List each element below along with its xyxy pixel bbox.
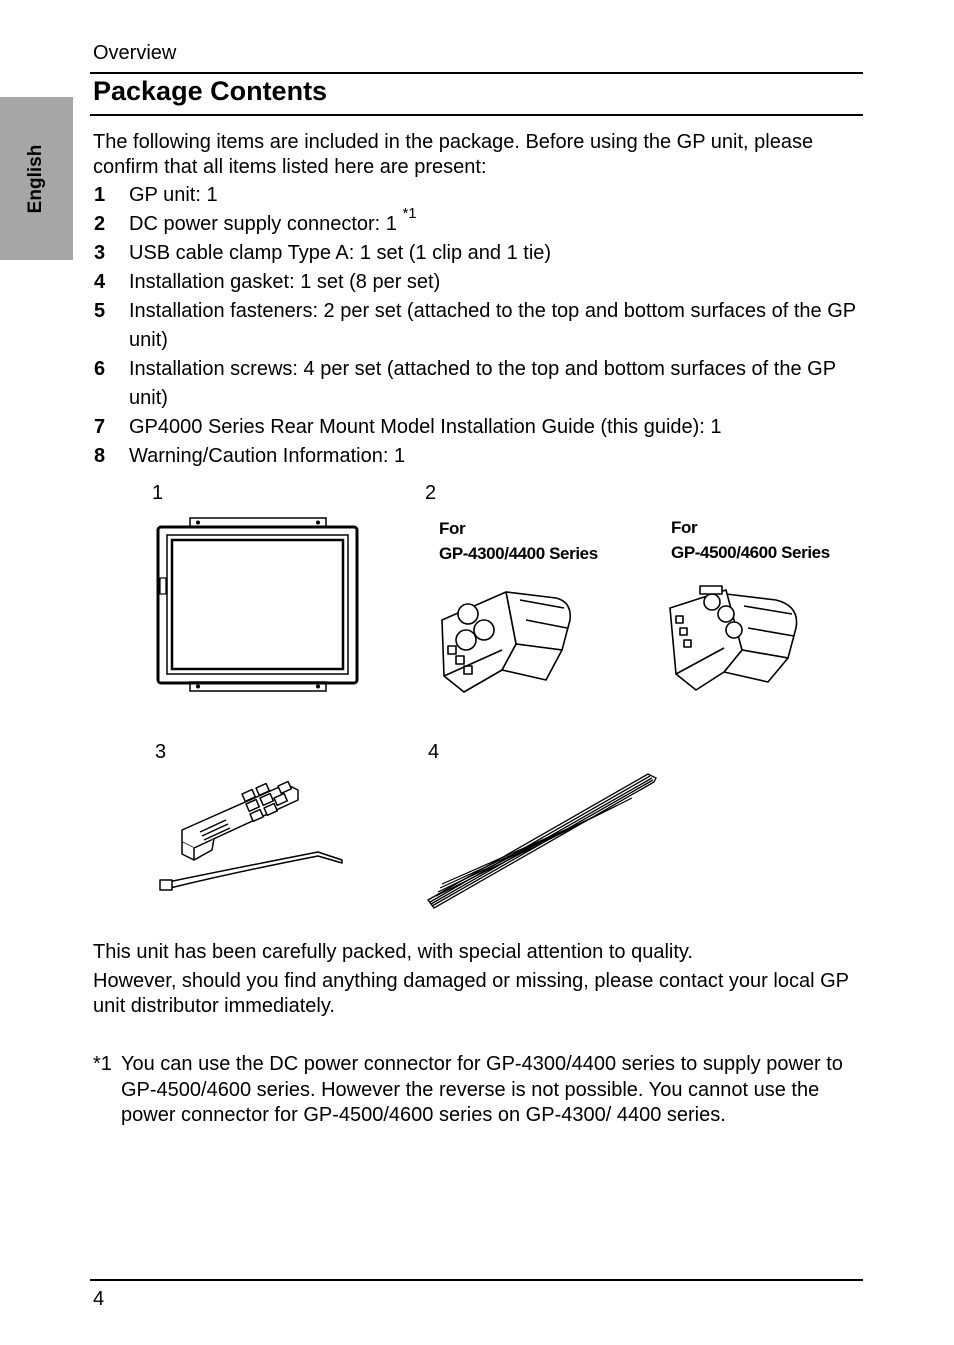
section-name: Overview (93, 42, 177, 64)
list-item-number: 6 (94, 358, 106, 380)
list-item (93, 355, 868, 413)
footnote (93, 1052, 863, 1129)
list-item-number: 3 (94, 242, 106, 264)
list-item-number: 1 (94, 184, 106, 206)
footer-rule (90, 1279, 863, 1281)
packing-note-line2: However, should you find anything damaged or missing, please contact your local GP unit distributor immediately. (93, 970, 849, 1017)
list-item-text: Installation screws: 4 per set (attached to the top and bottom surfaces of the GP unit) (129, 358, 836, 409)
list-item (93, 181, 868, 210)
connector-b-caption (671, 515, 830, 565)
list-item-number: 2 (94, 213, 106, 235)
list-item-text: Installation fasteners: 2 per set (attached to the top and bottom surfaces of the GP unit) (129, 300, 856, 351)
list-item-text: Installation gasket: 1 set (8 per set) (129, 271, 441, 293)
footnote-text: You can use the DC power connector for GP-4300/4400 series to supply power to GP-4500/4600 series. However the reverse is not possible. You cannot use the power connector for GP-4500/4600 series on GP-4300/ 4400 series. (121, 1053, 843, 1126)
connector-a-caption-line1: For (439, 519, 466, 538)
list-item-number: 4 (94, 271, 106, 293)
list-item-number: 5 (94, 300, 106, 322)
figure-label-cable-clamp: 3 (155, 741, 167, 763)
page-number: 4 (93, 1288, 105, 1310)
connector-b-caption-line1: For (671, 518, 698, 537)
connector-a-caption-line2: GP-4300/4400 Series (439, 544, 598, 563)
header-rule-bottom (90, 114, 863, 116)
contents-list (93, 181, 868, 471)
figure-label-gp-unit: 1 (152, 482, 164, 504)
list-item-text: GP4000 Series Rear Mount Model Installation Guide (this guide): 1 (129, 416, 722, 438)
list-item (93, 268, 868, 297)
cable-clamp-illustration (156, 780, 346, 895)
list-item (93, 413, 868, 442)
connector-a-caption (439, 516, 598, 566)
figure-label-connector: 2 (425, 482, 437, 504)
gasket-illustration (424, 770, 659, 912)
language-tab (0, 97, 73, 260)
list-item (93, 239, 868, 268)
packing-note-line1: This unit has been carefully packed, with special attention to quality. (93, 941, 693, 963)
connector-a-illustration (436, 580, 578, 696)
connector-b-illustration (666, 578, 806, 693)
header-rule-top (90, 72, 863, 74)
footnote-reference: *1 (402, 205, 417, 223)
gp-unit-illustration (150, 512, 365, 697)
connector-b-caption-line2: GP-4500/4600 Series (671, 543, 830, 562)
intro-paragraph: The following items are included in the package. Before using the GP unit, please confirm that all items listed here are present: (93, 131, 814, 178)
language-tab-label: English (25, 144, 46, 214)
list-item (93, 442, 868, 471)
list-item-text: USB cable clamp Type A: 1 set (1 clip and 1 tie) (129, 242, 552, 264)
page-title: Package Contents (93, 76, 328, 106)
list-item-text: GP unit: 1 (129, 184, 218, 206)
list-item-number: 7 (94, 416, 106, 438)
list-item-text: DC power supply connector: 1 (129, 213, 403, 235)
figure-label-gasket: 4 (428, 741, 440, 763)
list-item-text: Warning/Caution Information: 1 (129, 445, 406, 467)
list-item-number: 8 (94, 445, 106, 467)
list-item (93, 205, 868, 239)
footnote-mark: *1 (93, 1053, 112, 1075)
list-item (93, 297, 868, 355)
